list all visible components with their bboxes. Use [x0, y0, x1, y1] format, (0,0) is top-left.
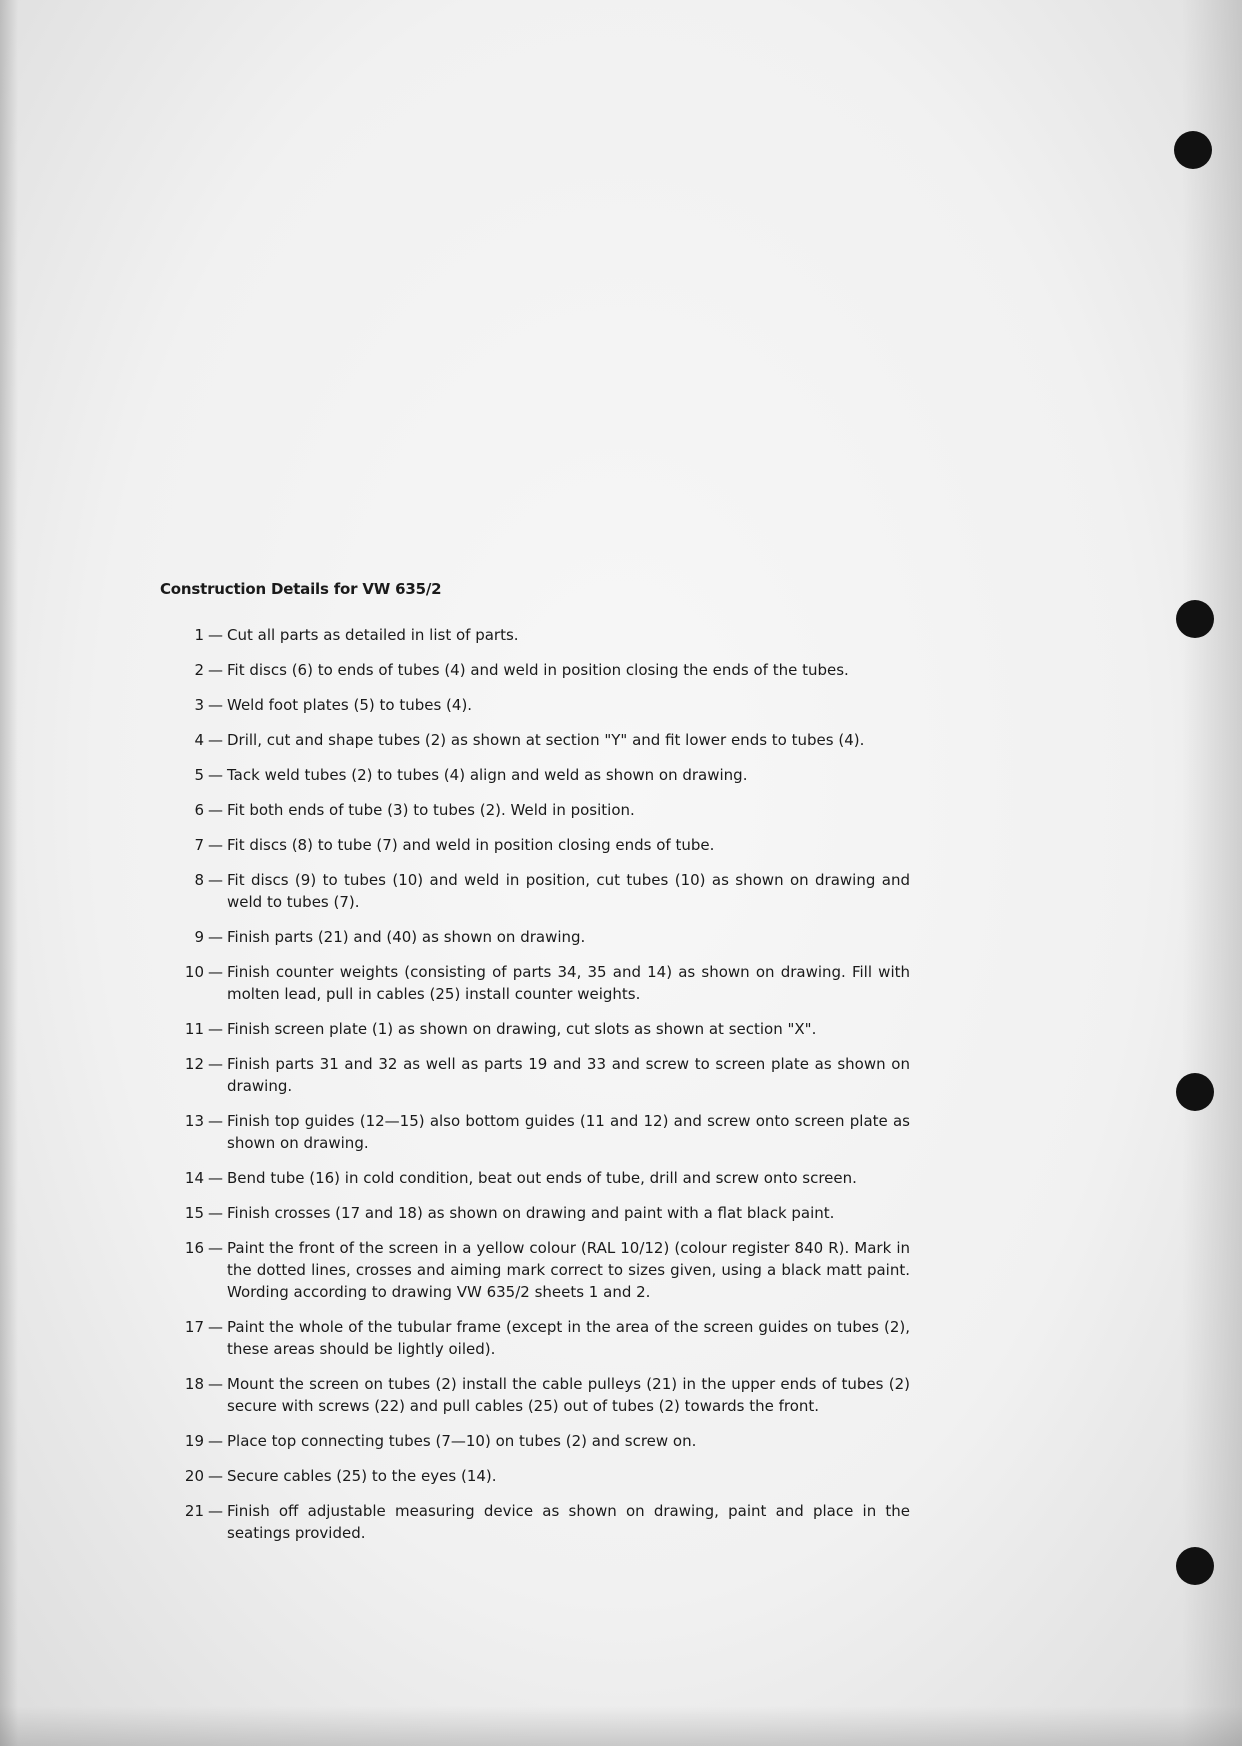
step-text: Fit discs (8) to tube (7) and weld in position closing ends of tube.	[227, 836, 715, 854]
step-text: Bend tube (16) in cold condition, beat out ends of tube, drill and screw onto screen.	[227, 1169, 857, 1187]
step-dash: —	[208, 696, 223, 714]
step-item	[160, 1018, 910, 1040]
step-text: Paint the whole of the tubular frame (except in the area of the screen guides on tubes (2), these areas should be lightly oiled).	[227, 1318, 910, 1358]
step-text: Secure cables (25) to the eyes (14).	[227, 1467, 497, 1485]
step-text: Fit discs (6) to ends of tubes (4) and weld in position closing the ends of the tubes.	[227, 661, 849, 679]
step-text: Drill, cut and shape tubes (2) as shown at section "Y" and fit lower ends to tubes (4).	[227, 731, 865, 749]
step-item	[160, 961, 910, 1005]
step-item	[160, 1237, 910, 1303]
step-number: 2	[194, 661, 204, 679]
step-dash: —	[208, 1502, 223, 1520]
step-dash: —	[208, 963, 223, 981]
step-text: Finish parts 31 and 32 as well as parts 19 and 33 and screw to screen plate as shown on drawing.	[227, 1055, 910, 1095]
step-number: 14	[184, 1169, 204, 1187]
step-item	[160, 1110, 910, 1154]
step-item	[160, 799, 910, 821]
step-dash: —	[208, 1375, 223, 1393]
step-number: 4	[194, 731, 204, 749]
step-text: Fit both ends of tube (3) to tubes (2). Weld in position.	[227, 801, 635, 819]
step-number: 13	[184, 1112, 204, 1130]
document-body	[160, 580, 910, 1557]
step-dash: —	[208, 626, 223, 644]
step-text: Place top connecting tubes (7—10) on tubes (2) and screw on.	[227, 1432, 697, 1450]
step-item	[160, 694, 910, 716]
step-item	[160, 624, 910, 646]
step-item	[160, 1202, 910, 1224]
step-text: Finish crosses (17 and 18) as shown on drawing and paint with a flat black paint.	[227, 1204, 835, 1222]
step-dash: —	[208, 1239, 223, 1257]
step-number: 6	[194, 801, 204, 819]
step-dash: —	[208, 1318, 223, 1336]
step-number: 8	[194, 871, 204, 889]
step-item	[160, 1316, 910, 1360]
step-dash: —	[208, 1020, 223, 1038]
step-item	[160, 869, 910, 913]
step-text: Fit discs (9) to tubes (10) and weld in position, cut tubes (10) as shown on drawing and weld to tubes (7).	[227, 871, 910, 911]
step-text: Tack weld tubes (2) to tubes (4) align and weld as shown on drawing.	[227, 766, 748, 784]
step-number: 11	[184, 1020, 204, 1038]
step-item	[160, 1430, 910, 1452]
step-number: 21	[184, 1502, 204, 1520]
step-dash: —	[208, 1112, 223, 1130]
step-number: 12	[184, 1055, 204, 1073]
step-item	[160, 1167, 910, 1189]
step-number: 1	[194, 626, 204, 644]
step-number: 10	[184, 963, 204, 981]
step-text: Weld foot plates (5) to tubes (4).	[227, 696, 473, 714]
step-number: 17	[184, 1318, 204, 1336]
step-dash: —	[208, 1204, 223, 1222]
document-title: Construction Details for VW 635/2	[160, 580, 442, 598]
step-item	[160, 764, 910, 786]
step-dash: —	[208, 1432, 223, 1450]
step-dash: —	[208, 1055, 223, 1073]
step-dash: —	[208, 731, 223, 749]
punch-hole-4	[1176, 1547, 1214, 1585]
step-number: 20	[184, 1467, 204, 1485]
page-edge-bottom	[0, 1706, 1242, 1746]
step-item	[160, 834, 910, 856]
step-item	[160, 926, 910, 948]
step-item	[160, 1373, 910, 1417]
step-text: Finish top guides (12—15) also bottom guides (11 and 12) and screw onto screen plate as shown on drawing.	[227, 1112, 910, 1152]
step-dash: —	[208, 801, 223, 819]
punch-hole-1	[1174, 131, 1212, 169]
punch-hole-2	[1176, 600, 1214, 638]
step-item	[160, 659, 910, 681]
step-number: 9	[194, 928, 204, 946]
step-dash: —	[208, 1169, 223, 1187]
step-number: 15	[184, 1204, 204, 1222]
step-dash: —	[208, 1467, 223, 1485]
step-text: Mount the screen on tubes (2) install the cable pulleys (21) in the upper ends of tubes (2) secure with screws (22) and pull cables (25) out of tubes (2) towards the front.	[227, 1375, 910, 1415]
step-dash: —	[208, 766, 223, 784]
step-item	[160, 1500, 910, 1544]
step-dash: —	[208, 928, 223, 946]
step-text: Finish screen plate (1) as shown on drawing, cut slots as shown at section "X".	[227, 1020, 817, 1038]
page-edge-right	[1182, 0, 1242, 1746]
page-edge-left	[0, 0, 18, 1746]
step-text: Finish parts (21) and (40) as shown on drawing.	[227, 928, 586, 946]
step-item	[160, 729, 910, 751]
punch-hole-3	[1176, 1073, 1214, 1111]
step-text: Cut all parts as detailed in list of parts.	[227, 626, 519, 644]
step-number: 19	[184, 1432, 204, 1450]
step-dash: —	[208, 871, 223, 889]
step-item	[160, 1465, 910, 1487]
step-number: 7	[194, 836, 204, 854]
step-dash: —	[208, 661, 223, 679]
step-item	[160, 1053, 910, 1097]
step-number: 16	[184, 1239, 204, 1257]
steps-list	[160, 624, 910, 1544]
step-text: Finish counter weights (consisting of parts 34, 35 and 14) as shown on drawing. Fill with molten lead, pull in cables (25) install counter weights.	[227, 963, 910, 1003]
step-dash: —	[208, 836, 223, 854]
step-text: Finish off adjustable measuring device as shown on drawing, paint and place in the seatings provided.	[227, 1502, 910, 1542]
step-number: 18	[184, 1375, 204, 1393]
step-text: Paint the front of the screen in a yellow colour (RAL 10/12) (colour register 840 R). Mark in the dotted lines, crosses and aiming mark correct to sizes given, using a black matt paint. Wording according to drawing VW 635/2 sheets 1 and 2.	[227, 1239, 910, 1301]
step-number: 3	[194, 696, 204, 714]
step-number: 5	[194, 766, 204, 784]
